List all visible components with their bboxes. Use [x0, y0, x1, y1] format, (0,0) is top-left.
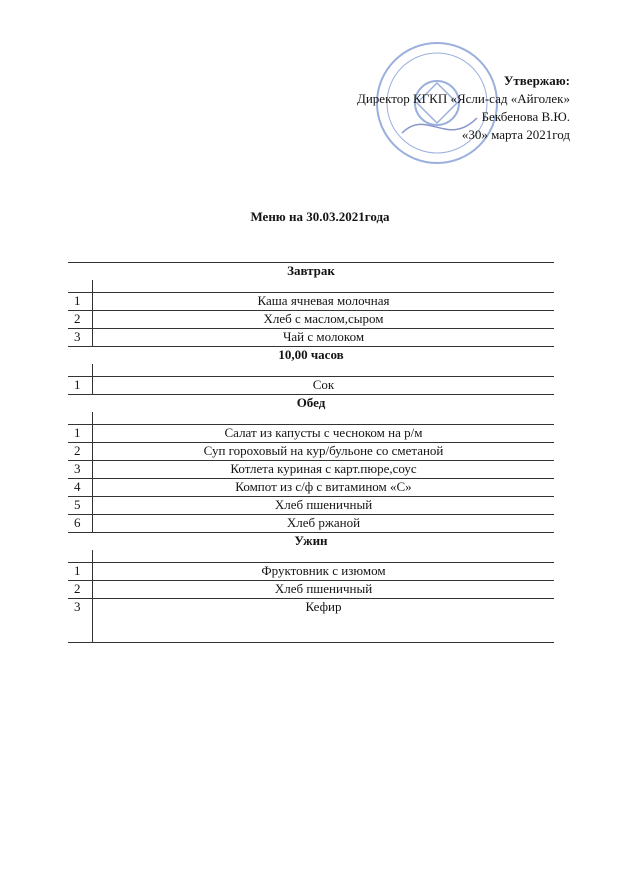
- dish-name: Сок: [93, 377, 555, 395]
- closing-cell: [68, 616, 93, 643]
- item-number: 4: [68, 479, 93, 497]
- section-name: Обед: [68, 395, 554, 413]
- menu-item-row: [68, 581, 554, 599]
- menu-item-row: [68, 329, 554, 347]
- approver-name: Бекбенова В.Ю.: [481, 109, 570, 124]
- spacer-row: [68, 412, 554, 425]
- spacer-row: [68, 364, 554, 377]
- section-header-row: [68, 533, 554, 551]
- menu-item-row: [68, 497, 554, 515]
- menu-item-row: [68, 377, 554, 395]
- menu-item-row: [68, 311, 554, 329]
- dish-name: Суп гороховый на кур/бульоне со сметаной: [93, 443, 555, 461]
- spacer-cell: [68, 550, 93, 563]
- dish-name: Фруктовник с изюмом: [93, 563, 555, 581]
- approval-block: [357, 72, 570, 144]
- menu-item-row: [68, 599, 554, 617]
- menu-item-row: [68, 425, 554, 443]
- dish-name: Котлета куриная с карт.пюре,соус: [93, 461, 555, 479]
- menu-table: [68, 262, 554, 643]
- item-number: 2: [68, 311, 93, 329]
- menu-item-row: [68, 443, 554, 461]
- menu-item-row: [68, 461, 554, 479]
- approval-heading: Утвержаю:: [503, 73, 570, 88]
- spacer-row: [68, 280, 554, 293]
- item-number: 1: [68, 563, 93, 581]
- item-number: 2: [68, 443, 93, 461]
- dish-name: Компот из с/ф с витамином «С»: [93, 479, 555, 497]
- section-name: 10,00 часов: [68, 347, 554, 365]
- approval-date: «30» марта 2021год: [461, 127, 570, 142]
- section-header-row: [68, 395, 554, 413]
- section-header-row: [68, 263, 554, 281]
- spacer-cell: [68, 280, 93, 293]
- menu-title: Меню на 30.03.2021года: [250, 209, 390, 224]
- spacer-cell: [93, 550, 555, 563]
- spacer-cell: [68, 364, 93, 377]
- menu-item-row: [68, 479, 554, 497]
- item-number: 3: [68, 461, 93, 479]
- dish-name: Кефир: [93, 599, 555, 617]
- section-name: Завтрак: [68, 263, 554, 281]
- closing-cell: [93, 616, 555, 643]
- dish-name: Хлеб с маслом,сыром: [93, 311, 555, 329]
- dish-name: Хлеб пшеничный: [93, 581, 555, 599]
- menu-item-row: [68, 293, 554, 311]
- section-name: Ужин: [68, 533, 554, 551]
- item-number: 1: [68, 425, 93, 443]
- spacer-row: [68, 550, 554, 563]
- section-header-row: [68, 347, 554, 365]
- spacer-cell: [68, 412, 93, 425]
- item-number: 3: [68, 599, 93, 617]
- spacer-cell: [93, 280, 555, 293]
- closing-row: [68, 616, 554, 643]
- dish-name: Хлеб ржаной: [93, 515, 555, 533]
- dish-name: Чай с молоком: [93, 329, 555, 347]
- item-number: 1: [68, 377, 93, 395]
- spacer-cell: [93, 364, 555, 377]
- dish-name: Каша ячневая молочная: [93, 293, 555, 311]
- menu-item-row: [68, 515, 554, 533]
- menu-item-row: [68, 563, 554, 581]
- item-number: 2: [68, 581, 93, 599]
- dish-name: Хлеб пшеничный: [93, 497, 555, 515]
- item-number: 5: [68, 497, 93, 515]
- item-number: 3: [68, 329, 93, 347]
- dish-name: Салат из капусты с чесноком на р/м: [93, 425, 555, 443]
- spacer-cell: [93, 412, 555, 425]
- item-number: 6: [68, 515, 93, 533]
- item-number: 1: [68, 293, 93, 311]
- approver-position: Директор КГКП «Ясли-сад «Айголек»: [356, 91, 570, 106]
